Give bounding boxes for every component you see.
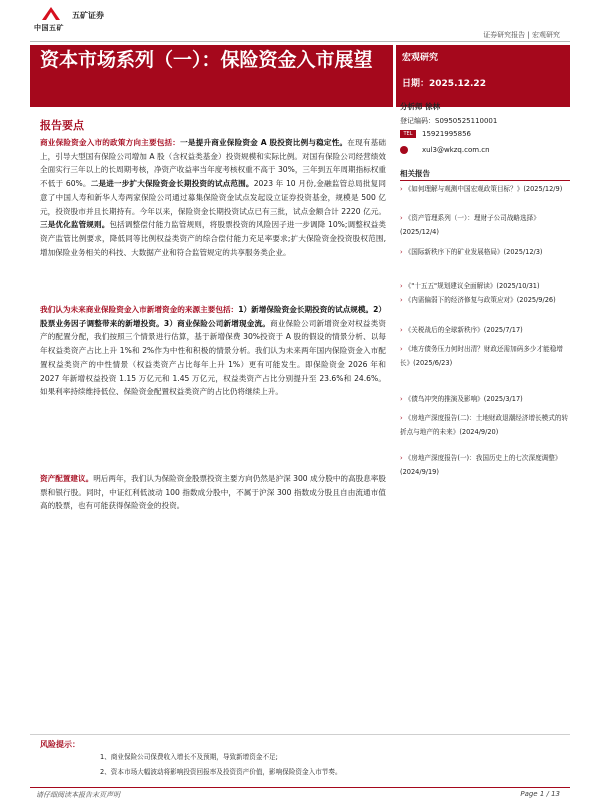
related-reports-title: 相关报告 — [400, 169, 430, 178]
report-category: 宏观研究 — [402, 53, 439, 63]
arrow-icon: › — [400, 345, 403, 353]
related-report-item[interactable]: › 《关税战后的全球新秩序》(2025/7/17) — [400, 326, 523, 334]
related-report-item[interactable]: › 《资产管理系列（一）：理财子公司战略选择》(2025/12/4) — [400, 214, 540, 236]
email-icon — [400, 146, 408, 154]
related-report-item[interactable]: › 《债鸟冲突的推演及影响》(2025/3/17) — [400, 395, 523, 403]
date-value: 2025.12.22 — [429, 79, 486, 89]
header-divider — [30, 41, 570, 42]
arrow-icon: › — [400, 454, 403, 462]
footer-divider — [30, 787, 570, 788]
company-logo-icon — [40, 6, 62, 22]
arrow-icon: › — [400, 326, 403, 334]
section-title: 报告要点 — [40, 119, 84, 132]
arrow-icon: › — [400, 282, 403, 290]
paragraph-text: 明后两年，我们认为保险资金股票投资主要方向仍然是沪深 300 成分股中的高股息率股票和银行股。同时，中证红利低波动 100 指数成分股中，不属于沪深 300 指数成分股且自由流通市值高的股票，也有可能获得保险资金的投资。 — [40, 474, 386, 511]
related-report-item[interactable]: › 《房地产深度报告(一)：我国历史上的七次深度调整》(2024/9/19) — [400, 454, 562, 476]
date-label: 日期： — [402, 79, 430, 89]
risk-title: 风险提示： — [40, 740, 80, 749]
related-report-item[interactable]: › 《国际新秩序下的矿业发展格局》(2025/12/3) — [400, 248, 543, 256]
registration-code: 登记编码：S0950525110001 — [400, 117, 498, 125]
arrow-icon: › — [400, 214, 403, 222]
arrow-icon: › — [400, 248, 403, 256]
arrow-icon: › — [400, 395, 403, 403]
logo-name-text: 五矿证券 — [72, 11, 104, 20]
risk-item: 2、资本市场大幅波动将影响投资回报率及投资资产价值，影响保险资金入市节奏。 — [100, 768, 342, 776]
footer-disclaimer: 请仔细阅读本报告末页声明 — [36, 791, 120, 799]
related-report-item[interactable]: › 《房地产深度报告(二)：土地财政退潮经济增长模式的转折点与地产的未来》(2024/9/20) — [400, 414, 569, 436]
report-date — [402, 76, 486, 89]
related-report-item[interactable]: › 《如何理解与观测中国宏观政策目标？》(2025/12/9) — [400, 185, 563, 193]
paragraph-lead: 商业保险资金入市的政策方向主要包括： — [40, 138, 181, 147]
phone-number: 15921995856 — [422, 130, 471, 138]
paragraph-bold: 三是优化监管规则。 — [40, 220, 110, 230]
related-report-item[interactable]: › 《内需偏弱下的经济修复与政策应对》(2025/9/26) — [400, 296, 556, 304]
paragraph-text: 包括调整偿付能力监管规则，将股票投资的风险因子进一步调降 10%;调整权益类资产监管比例要求，降低同等比例权益类资产的综合偿付能力充足率要求;扩大保险资金投资股权范围,增加保险业务相关的科技、大数据产业和符合监管规定的共享服务类企业。 — [40, 220, 386, 257]
related-report-item[interactable]: › 《地方债务压力何时出清？财政还需加码多少才能稳增长》(2025/6/23) — [400, 345, 563, 367]
paragraph-bold: 一是提升商业保险资金 A 股投资比例与稳定性。 — [180, 138, 348, 147]
paragraph-allocation — [40, 472, 386, 513]
risk-item: 1、商业保险公司保费收入增长不及预期，导致新增资金不足; — [100, 753, 278, 761]
logo-cn-text: 中国五矿 — [34, 24, 64, 32]
related-divider — [400, 180, 570, 181]
arrow-icon: › — [400, 185, 403, 193]
analyst-name: 分析师 徐林 — [400, 102, 441, 111]
paragraph-lead: 我们认为未来商业保险资金入市新增资金的来源主要包括： — [40, 305, 239, 314]
page-number: Page 1 / 13 — [520, 790, 560, 798]
doc-type: 证券研究报告 | 宏观研究 — [483, 31, 560, 39]
email-address[interactable]: xul3@wkzq.com.cn — [422, 146, 490, 154]
paragraph-text: 2023 年 10 月份,金融监管总局批复同意了中国人寿和新华人寿两家保险公司通过募集保险资金试点发起设立证券投资基金，规模是 500 亿元，投资股市并且长期持有。今年以来，保险资金长期投资试点已有三批，试点金额合计 2220 亿元。 — [40, 179, 386, 216]
paragraph-lead: 资产配置建议。 — [40, 474, 94, 483]
paragraph-policy — [40, 136, 386, 259]
report-title: 资本市场系列（一）：保险资金入市展望 — [40, 49, 373, 71]
related-report-item[interactable]: › 《"十五五"规划建议全面解读》(2025/10/31) — [400, 282, 540, 290]
paragraph-bold: 1）新增保险资金长期投资的试点规模。2）股票业务因子调整带来的新增投资。3）商业保险公司新增现金流。 — [40, 305, 386, 328]
paragraph-text: 在现有基础上，引导大型国有保险公司增加 A 股（含权益类基金）投资规模和实际比例。对国有保险公司经营绩效全面实行三年以上的长周期考核，净资产收益率当年度考核权重不高于 30%，三年到五年周期指标权重不低于 60%。 — [40, 138, 387, 189]
phone-icon: TEL — [400, 130, 416, 138]
paragraph-bold: 二是进一步扩大保险资金长期投资的试点范围。 — [90, 179, 254, 189]
paragraph-text: 商业保险公司新增资金对权益类资产的配置分配，我们按照三个情景进行估算，基于新增保费 30%投资于 A 股的假设的情景分析、以每年权益类资产占比上升 1%和 2%作为中性和积极的情景分析。我们认为未来两年国内保险资金入市配置权益类资产的中性情景（权益类资产占比每年上升 1%）更有可能发生。即保险资金 2026 年和 2027 年新增权益投资 1.15 万亿元和 1.45 万亿元，权益类资产占比分别提升至 23.6%和 24.6%。如果利率持续维持低位、保险资金配置权益类资产的占比仍将继续上升。 — [40, 318, 387, 397]
arrow-icon: › — [400, 414, 403, 422]
risk-divider — [30, 734, 570, 735]
paragraph-sources — [40, 303, 386, 399]
arrow-icon: › — [400, 296, 403, 304]
